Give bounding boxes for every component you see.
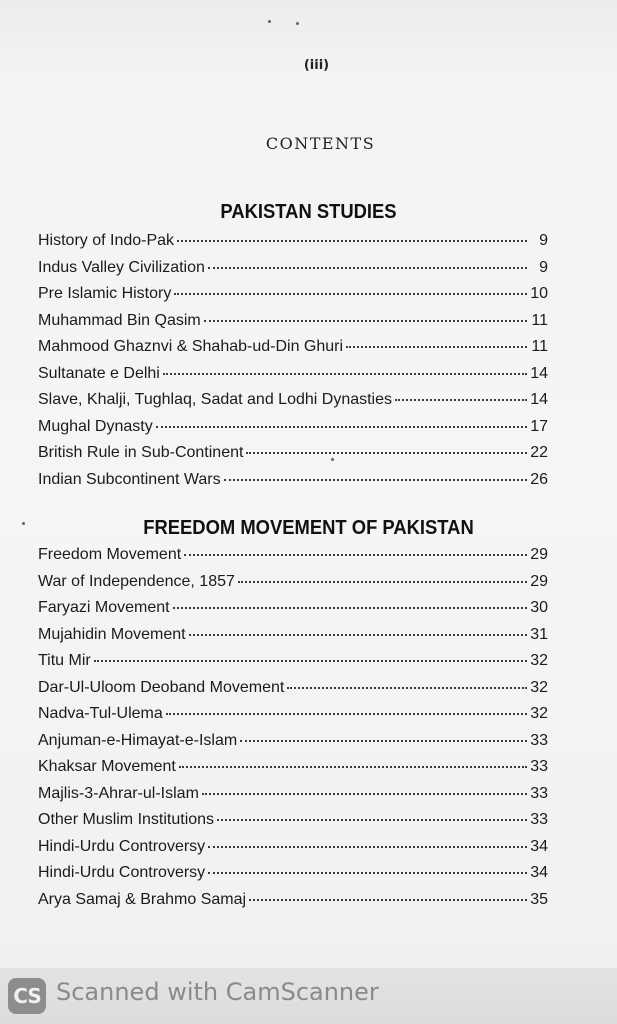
scan-speck xyxy=(22,522,25,525)
toc-entry-title: Khaksar Movement xyxy=(38,758,176,775)
toc-entry xyxy=(38,546,548,573)
dot-leader xyxy=(249,899,527,901)
scan-speck xyxy=(331,458,334,461)
toc-entry xyxy=(38,444,548,471)
page-number: (iii) xyxy=(303,58,330,73)
toc-entry xyxy=(38,259,548,286)
toc-entry xyxy=(38,391,548,418)
toc-entry-page-number: 34 xyxy=(530,864,548,881)
toc-entry-page-number: 22 xyxy=(530,444,548,461)
toc-entry xyxy=(38,864,548,891)
toc-entry-page-number: 34 xyxy=(530,837,548,855)
toc-entry xyxy=(38,811,548,838)
dot-leader xyxy=(177,240,527,242)
toc-entry-page-number: 11 xyxy=(531,338,548,355)
toc-entry-page-number: 14 xyxy=(530,364,548,382)
toc-list-freedom-movement xyxy=(38,546,548,917)
toc-entry xyxy=(38,312,548,339)
dot-leader xyxy=(240,740,527,742)
toc-entry xyxy=(38,732,548,759)
toc-entry-page-number: 33 xyxy=(530,784,548,802)
toc-entry-page-number: 29 xyxy=(530,546,548,563)
toc-entry-title: Majlis-3-Ahrar-ul-Islam xyxy=(38,784,199,802)
toc-entry-title: War of Independence, 1857 xyxy=(38,572,235,590)
dot-leader xyxy=(163,373,527,375)
dot-leader xyxy=(208,872,527,874)
camscanner-logo-icon: CS xyxy=(8,978,46,1014)
toc-entry-title: Mughal Dynasty xyxy=(38,417,153,435)
toc-entry xyxy=(38,573,548,600)
toc-entry-title: History of Indo-Pak xyxy=(38,232,175,249)
toc-entry-page-number: 31 xyxy=(530,625,548,643)
toc-entry-page-number: 29 xyxy=(530,572,548,590)
toc-entry-title: Slave, Khalji, Tughlaq, Sadat and Lodhi Dynasties xyxy=(38,391,393,408)
toc-entry-page-number: 30 xyxy=(530,599,548,616)
toc-entry xyxy=(38,471,548,498)
dot-leader xyxy=(174,293,527,295)
dot-leader xyxy=(156,426,527,428)
toc-entry-page-number: 35 xyxy=(530,890,548,908)
dot-leader xyxy=(166,713,527,715)
toc-entry-title: Titu Mir xyxy=(38,652,91,669)
toc-entry-page-number: 9 xyxy=(539,232,548,249)
toc-entry-title: Arya Samaj & Brahmo Samaj xyxy=(38,890,247,908)
toc-entry xyxy=(38,838,548,865)
section-title-pakistan-studies: PAKISTAN STUDIES xyxy=(220,201,397,223)
toc-entry-title: British Rule in Sub-Continent xyxy=(38,444,244,461)
dot-leader xyxy=(173,607,527,609)
dot-leader xyxy=(246,452,527,454)
toc-entry-title: Hindi-Urdu Controversy xyxy=(38,837,206,855)
dot-leader xyxy=(238,581,527,583)
dot-leader xyxy=(287,687,527,689)
toc-entry xyxy=(38,285,548,312)
toc-entry xyxy=(38,626,548,653)
toc-entry-title: Anjuman-e-Himayat-e-Islam xyxy=(38,731,238,749)
dot-leader xyxy=(189,634,527,636)
scan-speck xyxy=(296,22,299,25)
toc-entry-title: Freedom Movement xyxy=(38,546,182,563)
toc-entry xyxy=(38,891,548,918)
toc-entry-title: Pre Islamic History xyxy=(38,285,172,302)
dot-leader xyxy=(179,766,527,768)
toc-entry-title: Indus Valley Civilization xyxy=(38,258,205,276)
toc-entry-title: Hindi-Urdu Controversy xyxy=(38,864,206,881)
toc-entry-page-number: 11 xyxy=(531,311,548,329)
dot-leader xyxy=(217,819,527,821)
toc-entry-title: Sultanate e Delhi xyxy=(38,364,160,382)
toc-entry-title: Mahmood Ghaznvi & Shahab-ud-Din Ghuri xyxy=(38,338,344,355)
toc-entry-title: Mujahidin Movement xyxy=(38,625,186,643)
dot-leader xyxy=(202,793,527,795)
toc-entry-page-number: 32 xyxy=(530,705,548,722)
dot-leader xyxy=(395,399,527,401)
toc-entry xyxy=(38,785,548,812)
toc-entry xyxy=(38,338,548,365)
toc-entry xyxy=(38,599,548,626)
toc-entry-title: Faryazi Movement xyxy=(38,599,170,616)
toc-entry xyxy=(38,365,548,392)
dot-leader xyxy=(346,346,527,348)
dot-leader xyxy=(208,846,527,848)
dot-leader xyxy=(204,320,527,322)
toc-entry-page-number: 14 xyxy=(530,391,548,408)
toc-entry-page-number: 9 xyxy=(539,258,548,276)
toc-entry-page-number: 33 xyxy=(530,731,548,749)
toc-entry-page-number: 26 xyxy=(530,470,548,488)
toc-entry-page-number: 33 xyxy=(530,758,548,775)
dot-leader xyxy=(184,554,527,556)
toc-list-pakistan-studies xyxy=(38,232,548,497)
toc-entry xyxy=(38,652,548,679)
toc-entry-title: Muhammad Bin Qasim xyxy=(38,311,201,329)
toc-entry-page-number: 32 xyxy=(530,678,548,696)
toc-entry xyxy=(38,679,548,706)
toc-entry-title: Indian Subcontinent Wars xyxy=(38,470,221,488)
scanner-watermark-text: Scanned with CamScanner xyxy=(56,978,379,1006)
dot-leader xyxy=(94,660,527,662)
toc-entry-page-number: 33 xyxy=(530,811,548,828)
toc-entry-title: Nadva-Tul-Ulema xyxy=(38,705,163,722)
dot-leader xyxy=(208,267,527,269)
toc-entry-page-number: 32 xyxy=(530,652,548,669)
toc-entry-page-number: 10 xyxy=(530,285,548,302)
section-title-freedom-movement: FREEDOM MOVEMENT OF PAKISTAN xyxy=(143,517,474,539)
toc-entry-title: Other Muslim Institutions xyxy=(38,811,215,828)
toc-entry-title: Dar-Ul-Uloom Deoband Movement xyxy=(38,678,285,696)
toc-entry xyxy=(38,705,548,732)
contents-heading: CONTENTS xyxy=(265,134,376,153)
toc-entry xyxy=(38,418,548,445)
toc-entry xyxy=(38,232,548,259)
dot-leader xyxy=(224,479,527,481)
toc-entry xyxy=(38,758,548,785)
toc-entry-page-number: 17 xyxy=(530,417,548,435)
scan-speck xyxy=(268,20,271,23)
